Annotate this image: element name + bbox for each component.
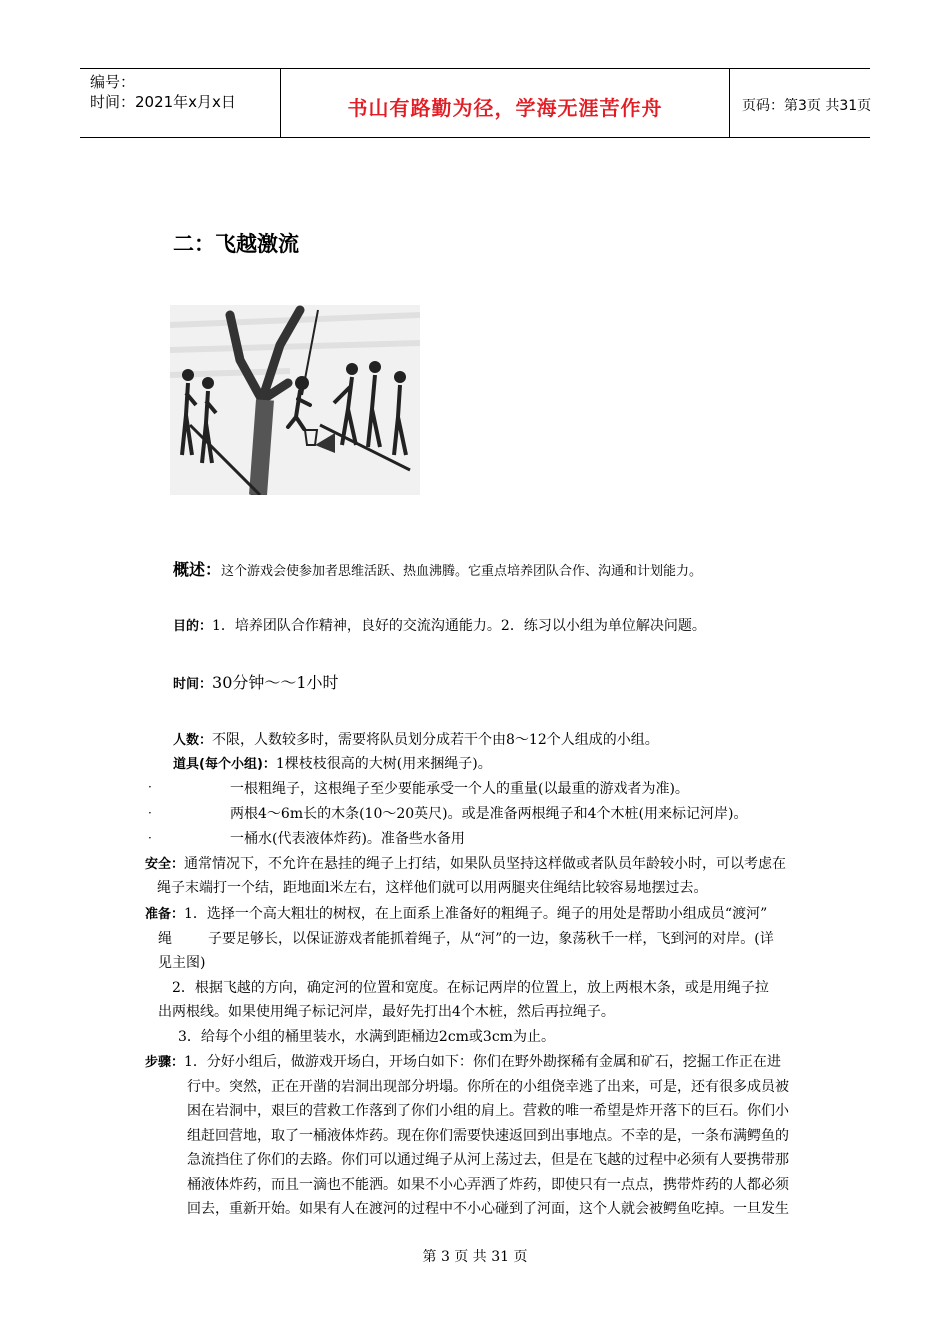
overview-text: 这个游戏会使参加者思维活跃、热血沸腾。它重点培养团队合作、沟通和计划能力。 (221, 564, 703, 579)
prep-paragraph (145, 902, 767, 927)
bullet-mark: · (148, 780, 152, 794)
time-paragraph (173, 671, 339, 697)
header-page-info: 页码：第3页 共31页 (742, 98, 872, 114)
header-motto-cell (280, 69, 730, 137)
game-illustration (170, 305, 420, 495)
header-motto: 书山有路勤为径，学海无涯苦作舟 (347, 96, 663, 120)
steps-line: 急流挡住了你们的去路。你们可以通过绳子从河上荡过去，但是在飞越的过程中必须有人要携带那 (187, 1152, 789, 1168)
prep-line: 子要足够长，以保证游戏者能抓着绳子，从“河”的一边，象荡秋千一样，飞到河的对岸。(详 (208, 931, 774, 947)
safety-label: 安全： (145, 857, 185, 872)
header-date: 时间：2021年x月x日 (90, 93, 236, 111)
purpose-text: 1．培养团队合作精神，良好的交流沟通能力。2．练习以小组为单位解决问题。 (212, 618, 706, 634)
steps-line: 桶液体炸药，而且一滴也不能洒。如果不小心弄洒了炸药，即使只有一点点，携带炸药的人都必须 (187, 1177, 789, 1193)
props-text: 1棵枝枝很高的大树(用来捆绳子)。 (275, 756, 492, 772)
safety-line: 通常情况下，不允许在悬挂的绳子上打结，如果队员坚持这样做或者队员年龄较小时，可以考虑在 (184, 856, 787, 872)
overview-paragraph (173, 558, 702, 584)
safety-line: 绳子末端打一个结，距地面l米左右，这样他们就可以用两腿夹住绳结比较容易地摆过去。 (157, 880, 708, 896)
people-label: 人数： (173, 733, 213, 748)
header-page-cell (730, 69, 870, 137)
steps-label: 步骤： (145, 1055, 185, 1070)
prep-line: 出两根线。如果使用绳子标记河岸，最好先打出4个木桩，然后再拉绳子。 (158, 1004, 615, 1020)
prep-line: 见主图) (158, 955, 206, 971)
props-item: 一桶水(代表液体炸药)。准备些水备用 (230, 831, 465, 847)
steps-line: 1．分好小组后，做游戏开场白，开场白如下：你们在野外勘探稀有金属和矿石，挖掘工作正在进 (184, 1054, 781, 1070)
steps-line: 组赶回营地，取了一桶液体炸药。现在你们需要快速返回到出事地点。不幸的是，一条布满鳄鱼的 (187, 1128, 789, 1144)
prep-line: 绳 (158, 931, 172, 947)
purpose-paragraph (173, 614, 706, 639)
overview-label: 概述： (173, 560, 222, 579)
page-header (80, 68, 870, 138)
time-label: 时间： (173, 677, 213, 692)
steps-line: 行中。突然，正在开凿的岩洞出现部分坍塌。你所在的小组侥幸逃了出来，可是，还有很多成员被 (187, 1079, 789, 1095)
prep-line: 3．给每个小组的桶里装水，水满到距桶边2cm或3cm为止。 (178, 1029, 555, 1045)
props-paragraph (173, 752, 492, 777)
steps-line: 困在岩洞中，艰巨的营救工作落到了你们小组的肩上。营救的唯一希望是炸开落下的巨石。你们小 (187, 1103, 789, 1119)
prep-label: 准备： (145, 907, 185, 922)
people-paragraph (173, 728, 659, 753)
people-text: 不限，人数较多时，需要将队员划分成若干个由8～12个人组成的小组。 (212, 732, 659, 748)
page-footer: 第 3 页 共 31 页 (422, 1249, 528, 1265)
prep-line: 1．选择一个高大粗壮的树杈，在上面系上准备好的粗绳子。绳子的用处是帮助小组成员“渡河” (184, 906, 768, 922)
bullet-mark: · (148, 831, 152, 845)
steps-paragraph (145, 1050, 781, 1075)
safety-paragraph (145, 852, 786, 877)
time-text: 30分钟～～1小时 (212, 673, 339, 692)
header-info-cell (80, 69, 280, 137)
props-label: 道具(每个小组)： (173, 757, 276, 772)
purpose-label: 目的： (173, 619, 213, 634)
bullet-mark: · (148, 806, 152, 820)
header-code-label: 编号： (90, 73, 136, 91)
props-item: 两根4～6m长的木条(10～20英尺)。或是准备两根绳子和4个木桩(用来标记河岸)。 (230, 806, 748, 822)
section-title: 二：飞越激流 (173, 231, 299, 256)
steps-line: 回去，重新开始。如果有人在渡河的过程中不小心碰到了河面，这个人就会被鳄鱼吃掉。一旦发生 (187, 1201, 789, 1217)
prep-line: 2．根据飞越的方向，确定河的位置和宽度。在标记两岸的位置上，放上两根木条，或是用绳子拉 (172, 980, 769, 996)
props-item: 一根粗绳子，这根绳子至少要能承受一个人的重量(以最重的游戏者为准)。 (230, 781, 689, 797)
